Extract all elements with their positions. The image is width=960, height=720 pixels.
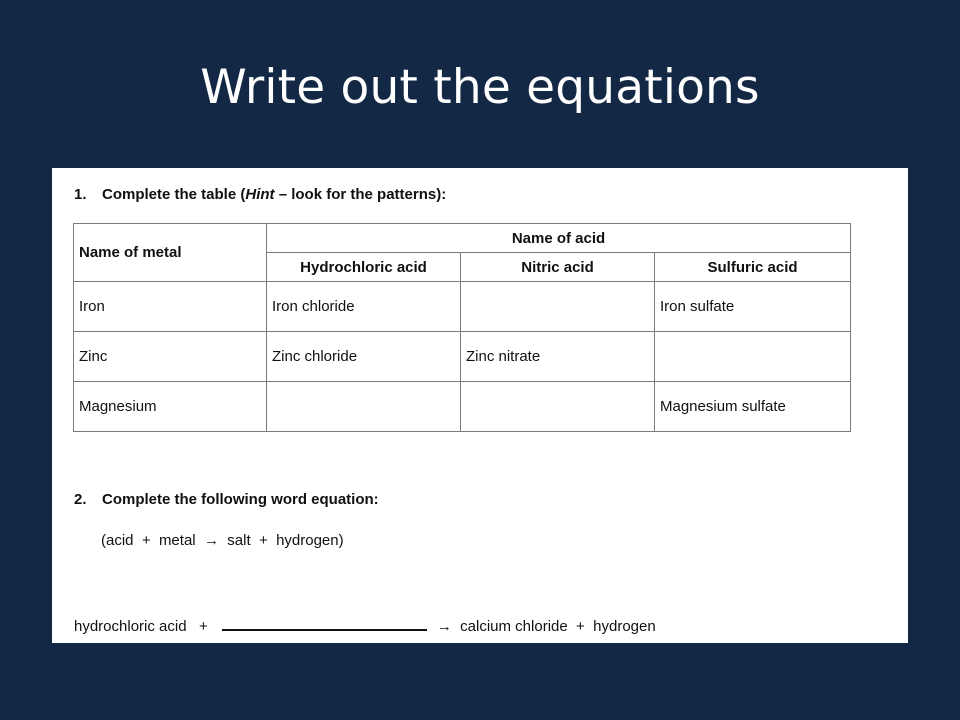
question-1-heading [74,186,446,203]
cell-hydrochloric: Zinc chloride [267,332,461,382]
table-row [74,332,851,382]
cell-nitric [461,382,655,432]
table-header-row [74,224,851,253]
final-equation-reactant: hydrochloric acid + [74,618,208,635]
metal-acid-table [73,223,851,432]
cell-sulfuric: Iron sulfate [655,282,851,332]
cell-sulfuric [655,332,851,382]
question-1-number: 1. [74,186,87,203]
question-1-text-after: – look for the patterns): [274,186,447,203]
question-2-heading [74,491,379,508]
cell-metal: Iron [74,282,267,332]
cell-nitric [461,282,655,332]
cell-metal: Magnesium [74,382,267,432]
header-sulfuric-acid: Sulfuric acid [655,253,851,282]
general-word-equation: (acid + metal → salt + hydrogen) [101,532,344,549]
cell-metal: Zinc [74,332,267,382]
final-equation-products: → calcium chloride + hydrogen [436,618,656,635]
final-word-equation [74,615,656,635]
cell-sulfuric: Magnesium sulfate [655,382,851,432]
table-row [74,282,851,332]
header-name-of-acid: Name of acid [267,224,851,253]
header-name-of-metal: Name of metal [74,224,267,282]
cell-hydrochloric [267,382,461,432]
header-nitric-acid: Nitric acid [461,253,655,282]
question-2-text: Complete the following word equation: [102,491,379,508]
question-2-number: 2. [74,491,87,508]
header-hydrochloric-acid: Hydrochloric acid [267,253,461,282]
question-1-text-before: Complete the table ( [102,186,246,203]
answer-blank-line [222,615,427,631]
question-1-hint: Hint [245,186,275,203]
cell-nitric: Zinc nitrate [461,332,655,382]
slide-title: Write out the equations [200,60,760,115]
worksheet-image [52,168,908,643]
cell-hydrochloric: Iron chloride [267,282,461,332]
table-row [74,382,851,432]
